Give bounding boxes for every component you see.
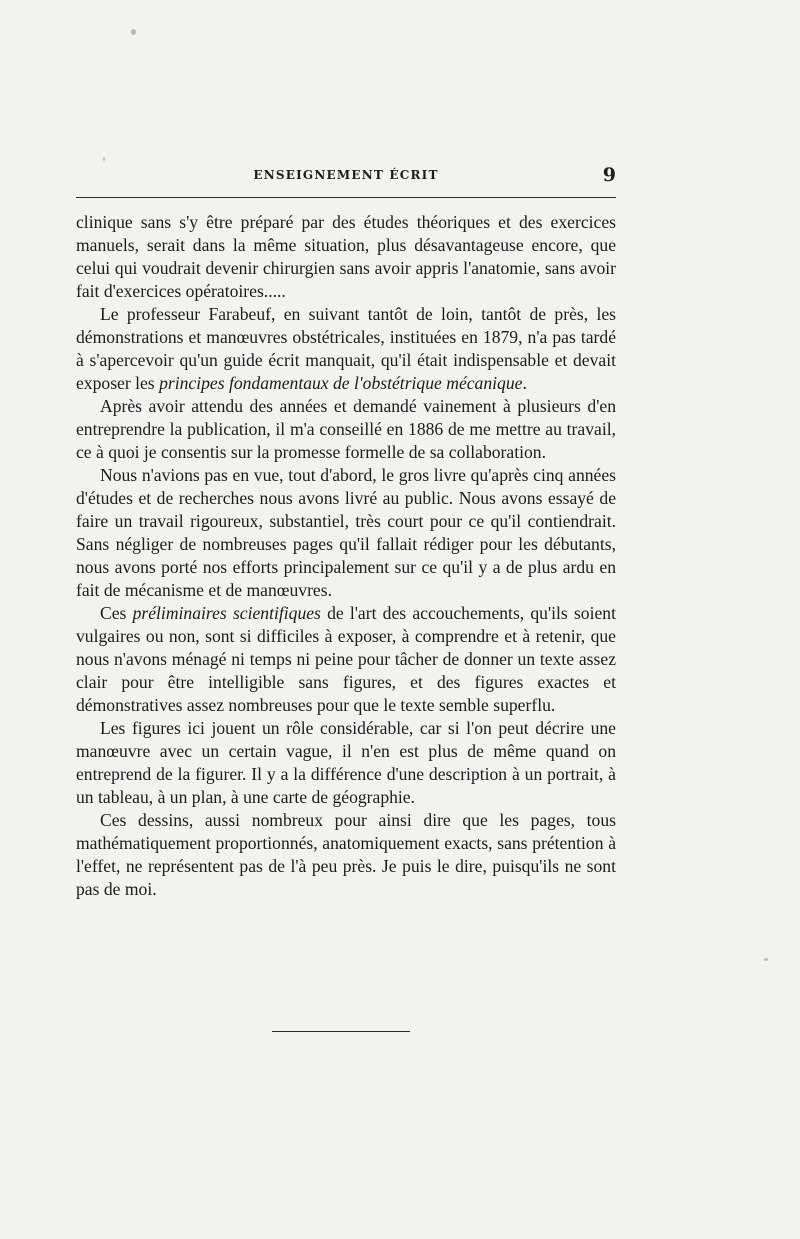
text-run: de l'art des accouchements, qu'ils soient vulgaires ou non, sont si difficiles à exposer, à comprendre et à retenir, que nous n'avons ménagé ni temps ni peine pour tâcher de donner un texte assez clair pour être intelligible sans figures, et des figures exactes et démonstratives assez nombreuses pour que le texte semble superflu. xyxy=(76,603,616,715)
text-run: Après avoir attendu des années et demandé vainement à plusieurs d'en entreprendre la publication, il m'a conseillé en 1886 de me mettre au travail, ce à quoi je consentis sur la promesse formelle de sa collaboration. xyxy=(76,396,616,462)
text-run: Le professeur Farabeuf, en suivant tantôt de loin, tantôt de près, les démonstrations et manœuvres obstétricales, instituées en 1879, n'a pas tardé à s'apercevoir qu'un guide écrit manquait, qu'il était indispensable et devait exposer les xyxy=(76,304,616,393)
running-header-title: ENSEIGNEMENT ÉCRIT xyxy=(253,168,439,182)
body-text xyxy=(76,211,616,901)
paragraph xyxy=(76,211,616,303)
ink-speck xyxy=(131,29,136,35)
ink-speck xyxy=(103,157,105,161)
paragraph xyxy=(76,809,616,901)
text-run: Nous n'avions pas en vue, tout d'abord, le gros livre qu'après cinq années d'études et de recherches nous avons livré au public. Nous avons essayé de faire un travail rigoureux, substantiel, très court pour ce qu'il contiendrait. Sans négliger de nombreuses pages qu'il fallait rédiger pour les débutants, nous avons porté nos efforts principalement sur ce qu'il y a de plus ardu en fait de mécanisme et de manœuvres. xyxy=(76,465,616,600)
text-run: Ces dessins, aussi nombreux pour ainsi dire que les pages, tous mathématiquement proportionnés, anatomiquement exacts, sans prétention à l'effet, ne représentent pas de l'à peu près. Je puis le dire, puisqu'ils ne sont pas de moi. xyxy=(76,810,616,899)
paragraph xyxy=(76,395,616,464)
italic-phrase: principes fondamentaux de l'obstétrique mécanique xyxy=(159,373,523,393)
ink-speck xyxy=(764,958,768,961)
end-rule xyxy=(272,1031,410,1032)
header-rule xyxy=(76,197,616,198)
italic-phrase: préliminaires scientifiques xyxy=(132,603,321,623)
running-header xyxy=(76,164,616,188)
paragraph xyxy=(76,717,616,809)
text-run: . xyxy=(522,373,527,393)
text-run: clinique sans s'y être préparé par des études théoriques et des exercices manuels, serait dans la même situation, plus désavantageuse encore, que celui qui voudrait devenir chirurgien sans avoir appris l'anatomie, sans avoir fait d'exercices opératoires..... xyxy=(76,212,616,301)
paragraph xyxy=(76,303,616,395)
text-run: Ces xyxy=(100,603,133,623)
page-number: 9 xyxy=(602,164,616,186)
paragraph xyxy=(76,464,616,602)
text-run: Les figures ici jouent un rôle considérable, car si l'on peut décrire une manœuvre avec un certain vague, il n'en est plus de même quand on entreprend de la figurer. Il y a la différence d'une description à un portrait, à un tableau, à un plan, à une carte de géographie. xyxy=(76,718,616,807)
paragraph xyxy=(76,602,616,717)
